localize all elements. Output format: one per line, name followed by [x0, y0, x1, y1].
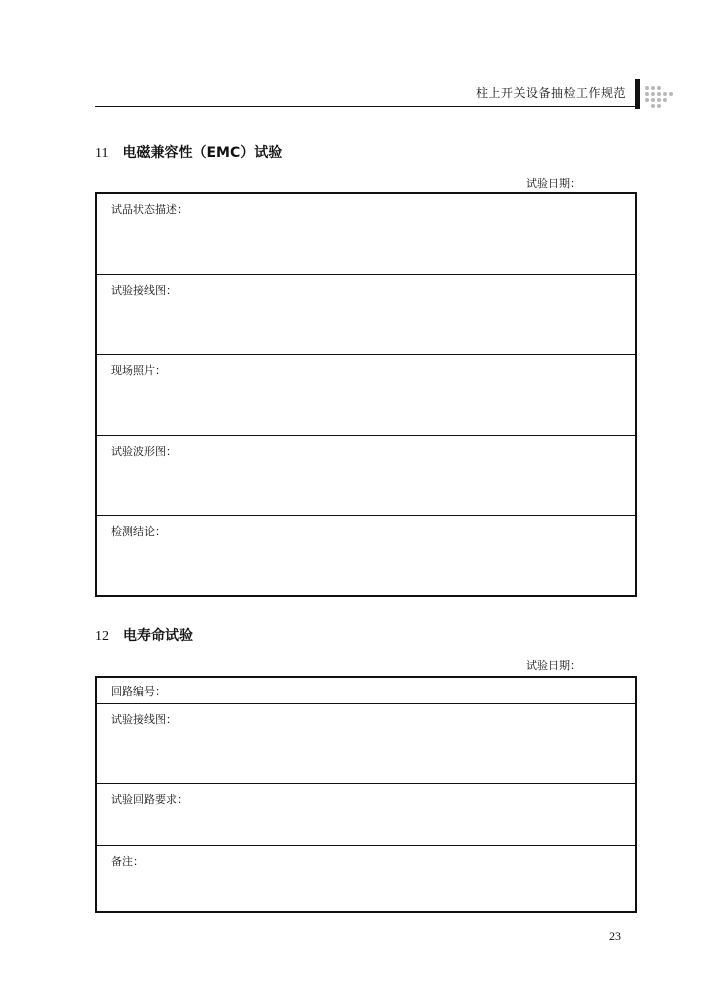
row-label: 现场照片： — [111, 364, 166, 377]
page-number: 23 — [609, 929, 621, 943]
header-dot-ornament — [643, 86, 673, 108]
row-label: 回路编号： — [111, 685, 166, 698]
form-row-waveform[interactable] — [97, 435, 635, 515]
life-test-form — [95, 676, 637, 913]
header-bar — [635, 79, 640, 109]
test-date-label: 试验日期： — [526, 177, 581, 190]
running-header-title: 柱上开关设备抽检工作规范 — [475, 86, 626, 100]
form-row-conclusion[interactable] — [97, 515, 635, 595]
emc-test-form — [95, 192, 637, 597]
section-title-text: 电磁兼容性（EMC）试验 — [122, 145, 283, 161]
row-label: 试验回路要求： — [111, 793, 188, 806]
form-row-wiring-diagram[interactable] — [97, 274, 635, 354]
row-label: 试验波形图： — [111, 445, 177, 458]
form-row-remarks[interactable] — [97, 845, 635, 911]
header-rule — [95, 106, 635, 107]
section-title-12 — [95, 625, 193, 645]
section-number: 12 — [95, 629, 109, 644]
form-row-circuit-number[interactable] — [97, 678, 635, 703]
section-title-text: 电寿命试验 — [123, 628, 193, 644]
row-label: 试验接线图： — [111, 713, 177, 726]
row-label: 检测结论： — [111, 525, 166, 538]
form-row-site-photo[interactable] — [97, 354, 635, 435]
row-label: 试品状态描述： — [111, 203, 188, 216]
form-row-circuit-requirements[interactable] — [97, 783, 635, 845]
form-row-wiring-diagram[interactable] — [97, 703, 635, 783]
row-label: 备注： — [111, 855, 144, 868]
form-row-sample-status[interactable] — [97, 194, 635, 274]
test-date-label: 试验日期： — [526, 659, 581, 672]
row-label: 试验接线图： — [111, 284, 177, 297]
section-number: 11 — [95, 146, 109, 161]
section-title-11 — [95, 142, 282, 162]
